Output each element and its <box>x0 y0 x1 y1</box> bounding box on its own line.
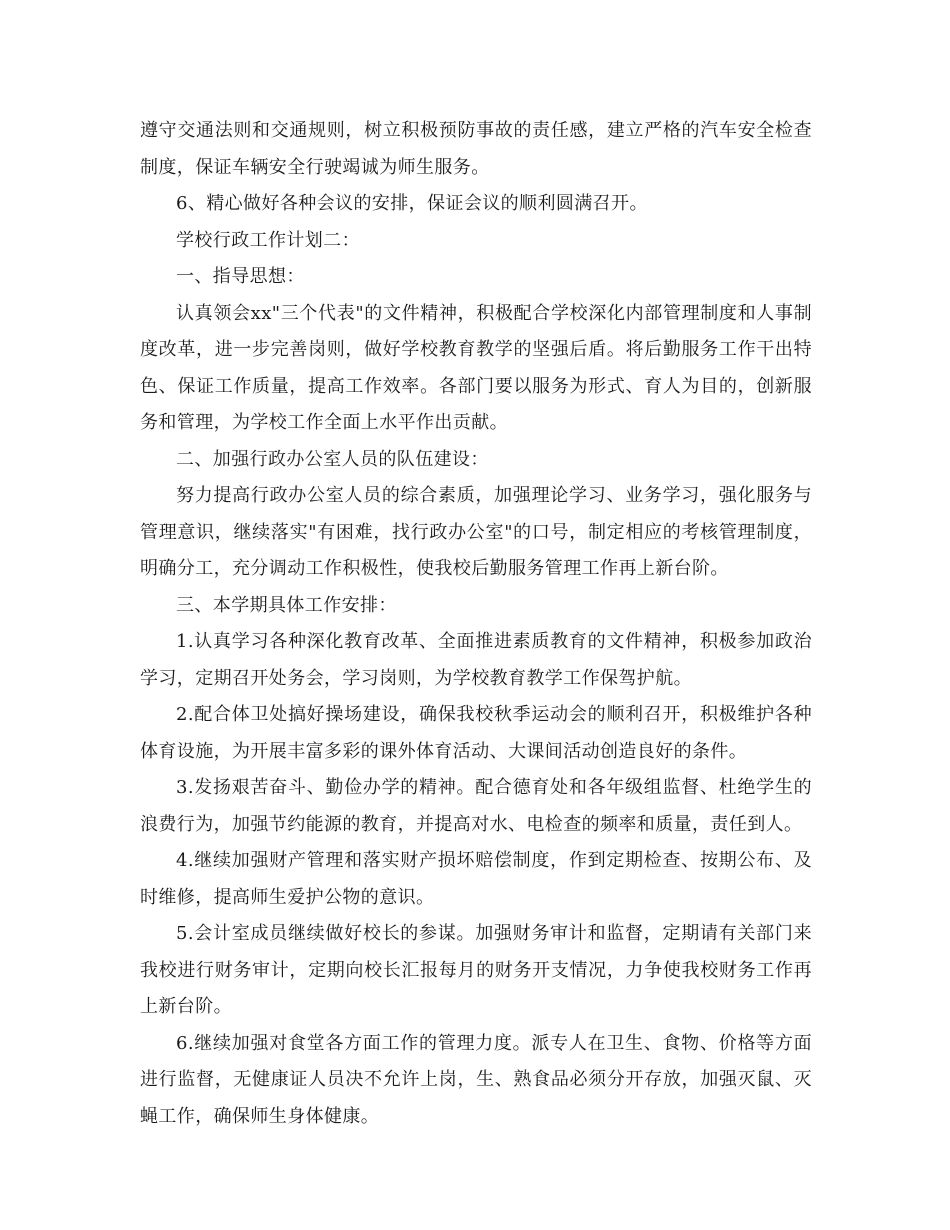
list-item-thrift: 3.发扬艰苦奋斗、勤俭办学的精神。配合德育处和各年级组监督、杜绝学生的浪费行为，加强节约能源的教育，并提高对水、电检查的频率和质量，责任到人。 <box>140 777 812 835</box>
list-item-study: 1.认真学习各种深化教育改革、全面推进素质教育的文件精神，积极参加政治学习，定期召开处务会，学习岗则，为学校教育教学工作保驾护航。 <box>140 631 812 689</box>
document-body <box>140 113 812 1135</box>
paragraph-traffic-rules: 遵守交通法则和交通规则，树立积极预防事故的责任感，建立严格的汽车安全检查制度，保证车辆安全行驶竭诚为师生服务。 <box>140 120 812 178</box>
list-item-playground: 2.配合体卫处搞好操场建设，确保我校秋季运动会的顺利召开，积极维护各种体育设施，为开展丰富多彩的课外体育活动、大课间活动创造良好的条件。 <box>140 704 812 762</box>
heading-semester-work: 三、本学期具体工作安排： <box>176 594 397 616</box>
list-item-accounting: 5.会计室成员继续做好校长的参谋。加强财务审计和监督，定期请有关部门来我校进行财务审计，定期向校长汇报每月的财务开支情况，力争使我校财务工作再上新台阶。 <box>140 923 812 1017</box>
paragraph-guiding-ideology: 认真领会xx"三个代表"的文件精神，积极配合学校深化内部管理制度和人事制度改革，进一步完善岗则，做好学校教育教学的坚强后盾。将后勤服务工作干出特色、保证工作质量，提高工作效率。各部门要以服务为形式、育人为目的，创新服务和管理，为学校工作全面上水平作出贡献。 <box>140 302 812 433</box>
heading-office-team-building: 二、加强行政办公室人员的队伍建设： <box>176 448 489 470</box>
list-item-canteen: 6.继续加强对食堂各方面工作的管理力度。派专人在卫生、食物、价格等方面进行监督，无健康证人员决不允许上岗，生、熟食品必须分开存放，加强灭鼠、灭蝇工作，确保师生身体健康。 <box>140 1032 812 1127</box>
paragraph-plan-two-title: 学校行政工作计划二： <box>176 229 360 251</box>
paragraph-office-team-building: 努力提高行政办公室人员的综合素质，加强理论学习、业务学习，强化服务与管理意识，继续落实"有困难，找行政办公室"的口号，制定相应的考核管理制度，明确分工，充分调动工作积极性，使我校后勤服务管理工作再上新台阶。 <box>140 485 812 579</box>
paragraph-meeting-arrangement: 6、精心做好各种会议的安排，保证会议的顺利圆满召开。 <box>176 193 648 214</box>
heading-guiding-ideology: 一、指导思想： <box>176 266 305 287</box>
list-item-property: 4.继续加强财产管理和落实财产损坏赔偿制度，作到定期检查、按期公布、及时维修，提高师生爱护公物的意识。 <box>140 850 812 908</box>
